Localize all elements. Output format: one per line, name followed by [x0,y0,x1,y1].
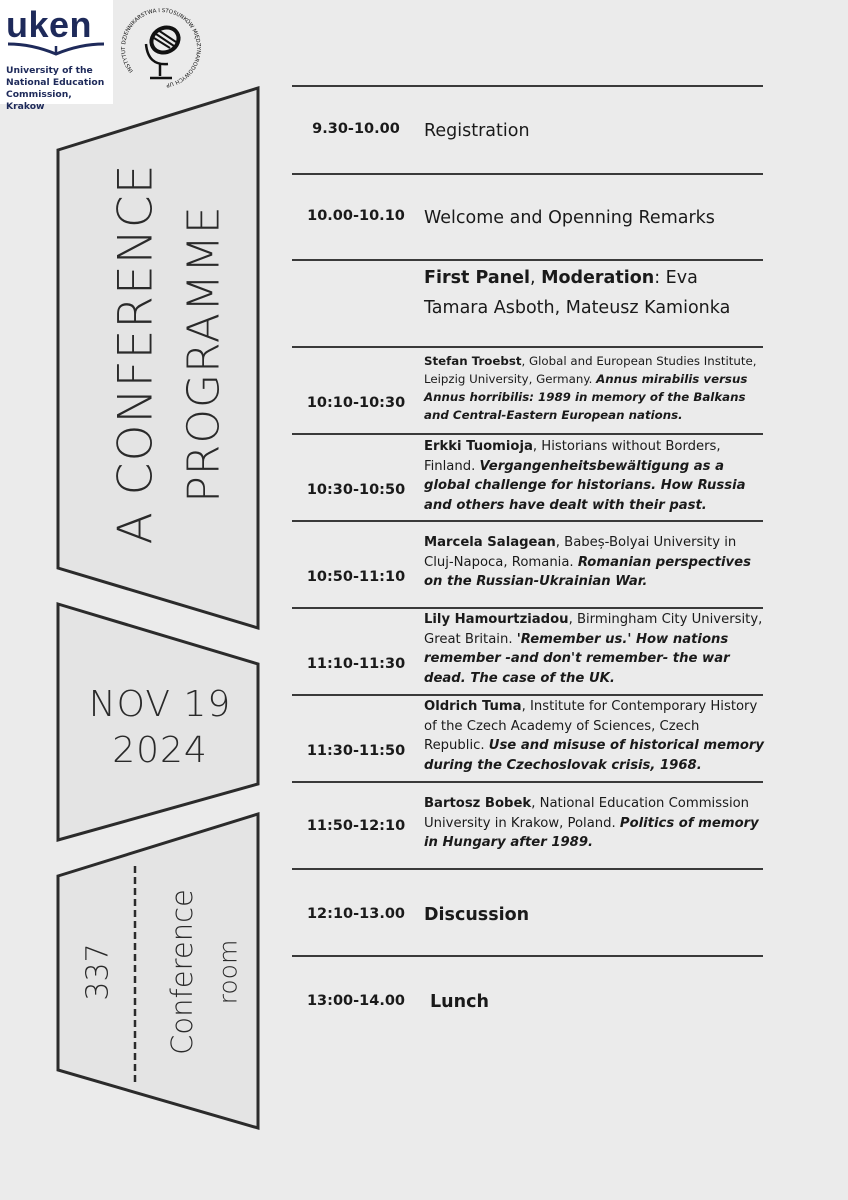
talk-entry [424,610,764,688]
schedule-item: Lunch [430,992,489,1012]
schedule-time: 10.00-10.10 [307,208,405,224]
divider [292,173,763,175]
speaker-name: Lily Hamourtziadou [424,612,569,627]
room-label-line-2: room [213,939,243,1005]
room-number: 337 [80,943,116,1001]
talk-entry [424,697,764,775]
schedule-time: 11:50-12:10 [306,818,406,834]
talk-entry [424,533,764,592]
speaker-affiliation: , Birmingham City University, Great Britain. [424,612,763,647]
schedule-time: 13:00-14.00 [306,993,406,1009]
speaker-affiliation: , Global and European Studies Institute, Leipzig University, Germany. [424,354,757,386]
talk-entry [424,437,764,515]
title-line-2: PROGRAMME [178,205,230,503]
university-name-line2: National Education [6,77,105,88]
schedule-time: 10:10-10:30 [306,395,406,411]
divider [292,346,763,348]
speaker-name: Marcela Salagean [424,535,556,550]
speaker-name: Erkki Tuomioja [424,439,533,454]
speaker-affiliation: , Historians without Borders, Finland. [424,439,721,474]
speaker-name: Oldrich Tuma [424,699,522,714]
date-year: 2024 [112,730,208,771]
divider [292,868,763,870]
speaker-name: Bartosz Bobek [424,796,532,811]
schedule-time: 11:10-11:30 [306,656,406,672]
talk-title: Use and misuse of historical memory during the Czechoslovak crisis, 1968. [424,738,764,773]
university-name-line3: Commission, Krakow [6,89,72,112]
divider [292,694,763,696]
divider [292,85,763,87]
schedule-time: 9.30-10.00 [312,121,400,137]
moderation-label: Moderation [541,268,655,288]
title-line-1: A CONFERENCE [108,163,164,545]
schedule-item: Welcome and Openning Remarks [424,208,715,228]
speaker-affiliation: , National Education Commission University in Krakow, Poland. [424,796,750,831]
divider [292,520,763,522]
speaker-name: Stefan Troebst [424,354,522,368]
divider [292,781,763,783]
schedule-item: Registration [424,121,530,141]
schedule-item: Discussion [424,905,530,925]
talk-title: Romanian perspectives on the Russian-Ukrainian War. [424,554,751,589]
date-month-day: NOV 19 [88,684,232,725]
divider [292,259,763,261]
panel-label: First Panel [424,268,530,288]
talk-entry [424,794,764,853]
talk-title: 'Remember us.' How nations remember -and don't remember- the war dead. The case of the UK. [424,631,730,686]
university-name-line1: University of the [6,65,93,76]
schedule-time: 11:30-11:50 [306,743,406,759]
moderators: : Eva Tamara Asboth, Mateusz Kamionka [424,268,731,318]
divider [292,433,763,435]
talk-title: Vergangenheitsbewältigung as a global challenge for historians. How Russia and others have dealt with their past. [424,458,746,513]
panel-heading [424,263,764,323]
room-label-line-1: Conference [165,889,199,1055]
schedule-time: 12:10-13.00 [306,906,406,922]
talk-entry [424,352,764,424]
schedule-time: 10:50-11:10 [306,569,406,585]
speaker-affiliation: , Institute for Contemporary History of the Czech Academy of Sciences, Czech Republic. [424,699,758,753]
divider [292,607,763,609]
talk-title: Politics of memory in Hungary after 1989. [424,815,759,850]
uken-wordmark: uken [6,4,93,45]
speaker-affiliation: , Babeș-Bolyai University in Cluj-Napoca, Romania. [424,535,737,570]
divider [292,955,763,957]
panel-separator: , [529,268,542,288]
institute-ring-text: INSTYTUT DZIENNIKARSTWA I STOSUNKÓW MIĘDZYNARODOWYCH UP [120,7,202,88]
schedule-time: 10:30-10:50 [306,482,406,498]
talk-title: Annus mirabilis versus Annus horribilis: 1989 in memory of the Balkans and Central-Eastern European nations. [424,372,748,422]
